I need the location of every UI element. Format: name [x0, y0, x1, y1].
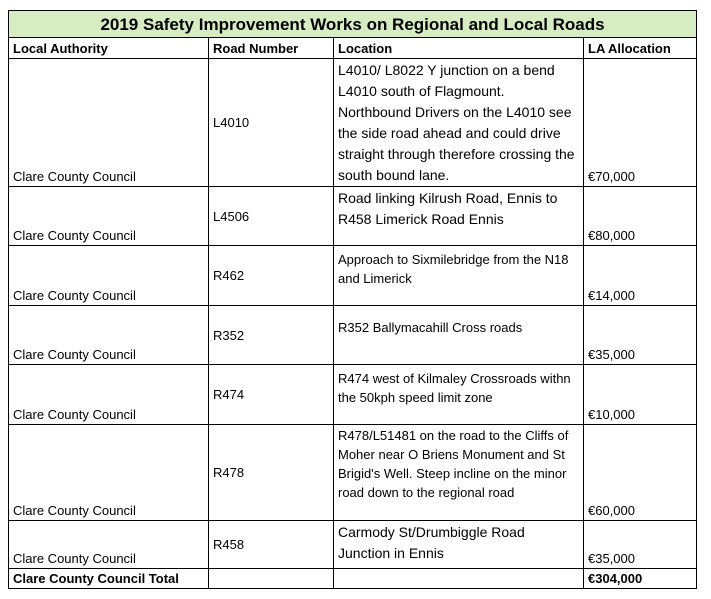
header-row — [9, 38, 697, 59]
row-location: L4010/ L8022 Y junction on a bend L4010 south of Flagmount. Northbound Drivers on the L4010 see the side road ahead and could drive straight through therefore crossing the south bound lane. — [334, 59, 584, 187]
row-road-number: L4506 — [209, 187, 334, 246]
row-location: R352 Ballymacahill Cross roads — [334, 306, 584, 365]
table-row — [9, 521, 697, 569]
row-allocation: €35,000 — [584, 521, 697, 569]
table-row — [9, 187, 697, 246]
row-allocation: €14,000 — [584, 246, 697, 306]
row-authority: Clare County Council — [9, 521, 209, 569]
row-authority: Clare County Council — [9, 306, 209, 365]
row-road-number: L4010 — [209, 59, 334, 187]
header-la-allocation: LA Allocation — [584, 38, 697, 59]
row-authority: Clare County Council — [9, 246, 209, 306]
header-road-number: Road Number — [209, 38, 334, 59]
row-allocation: €80,000 — [584, 187, 697, 246]
row-location: R478/L51481 on the road to the Cliffs of Moher near O Briens Monument and St Brigid's Well. Steep incline on the minor road down to the regional road — [334, 425, 584, 521]
table-row — [9, 59, 697, 187]
row-location: R474 west of Kilmaley Crossroads withn the 50kph speed limit zone — [334, 365, 584, 425]
total-row — [9, 569, 697, 589]
row-road-number: R352 — [209, 306, 334, 365]
table-row — [9, 365, 697, 425]
header-local-authority: Local Authority — [9, 38, 209, 59]
total-location-empty — [334, 569, 584, 589]
row-authority: Clare County Council — [9, 425, 209, 521]
row-road-number: R474 — [209, 365, 334, 425]
row-allocation: €60,000 — [584, 425, 697, 521]
total-road-empty — [209, 569, 334, 589]
total-label: Clare County Council Total — [9, 569, 209, 589]
row-location: Approach to Sixmilebridge from the N18 and Limerick — [334, 246, 584, 306]
row-location: Road linking Kilrush Road, Ennis to R458 Limerick Road Ennis — [334, 187, 584, 246]
row-authority: Clare County Council — [9, 365, 209, 425]
safety-works-table — [8, 10, 697, 589]
total-allocation: €304,000 — [584, 569, 697, 589]
table-row — [9, 246, 697, 306]
table-row — [9, 425, 697, 521]
table-row — [9, 306, 697, 365]
row-allocation: €70,000 — [584, 59, 697, 187]
row-authority: Clare County Council — [9, 59, 209, 187]
row-location: Carmody St/Drumbiggle Road Junction in Ennis — [334, 521, 584, 569]
row-authority: Clare County Council — [9, 187, 209, 246]
row-road-number: R458 — [209, 521, 334, 569]
row-road-number: R462 — [209, 246, 334, 306]
row-allocation: €35,000 — [584, 306, 697, 365]
header-location: Location — [334, 38, 584, 59]
row-road-number: R478 — [209, 425, 334, 521]
table-title: 2019 Safety Improvement Works on Regional and Local Roads — [9, 11, 697, 38]
safety-works-table-container — [8, 10, 696, 589]
row-allocation: €10,000 — [584, 365, 697, 425]
